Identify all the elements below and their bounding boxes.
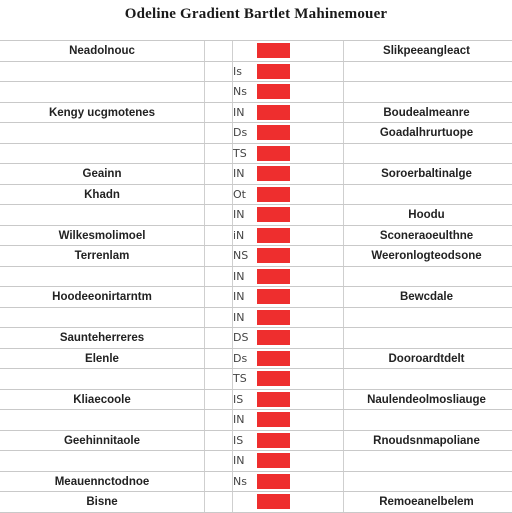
row-left-label: Geehinnitaole — [63, 434, 141, 447]
row-divider — [0, 266, 512, 267]
row-red-bar — [257, 125, 290, 140]
row-code: iN — [233, 228, 245, 242]
row-red-bar — [257, 187, 290, 202]
column-divider — [204, 40, 205, 512]
row-right-label: Dooroardtdelt — [388, 352, 465, 365]
row-divider — [0, 122, 512, 123]
row-divider — [0, 348, 512, 349]
row-right-label: Slikpeeangleact — [383, 45, 470, 57]
row-code: NS — [233, 249, 249, 262]
row-code: IS — [233, 392, 244, 406]
row-code: DS — [233, 331, 249, 344]
row-code: IN — [233, 413, 245, 426]
row-red-bar — [257, 433, 290, 448]
row-right-label: Goadalhrurtuope — [379, 127, 474, 139]
row-code: IN — [233, 167, 245, 180]
row-code: Ns — [233, 85, 247, 98]
row-divider — [0, 204, 512, 205]
row-right-label: Boudealmeanre — [383, 106, 470, 119]
row-divider — [0, 327, 512, 328]
row-code: Ns — [233, 474, 247, 488]
row-red-bar — [257, 289, 290, 304]
row-right-label: Sconeraoeulthne — [379, 229, 474, 242]
row-red-bar — [257, 310, 290, 325]
row-red-bar — [257, 43, 290, 58]
row-left-label: Bisne — [86, 496, 118, 508]
row-code: IN — [233, 269, 245, 283]
row-red-bar — [257, 453, 290, 468]
row-red-bar — [257, 64, 290, 79]
row-left-label: Wilkesmolimoel — [58, 229, 146, 242]
row-code: TS — [233, 146, 247, 160]
row-divider — [0, 225, 512, 226]
row-code: IN — [233, 208, 245, 221]
row-right-label: Weeronlogteodsone — [371, 250, 482, 262]
row-red-bar — [257, 330, 290, 345]
row-left-label: Saunteherreres — [59, 332, 145, 344]
row-left-label: Neadolnouc — [69, 45, 135, 57]
row-divider — [0, 286, 512, 287]
row-red-bar — [257, 228, 290, 243]
row-divider — [0, 368, 512, 369]
row-divider — [0, 81, 512, 82]
row-right-label: Soroerbaltinalge — [381, 168, 472, 180]
row-right-label: Naulendeolmosliauge — [367, 393, 486, 406]
row-left-label: Hoodeeonirtarntm — [52, 291, 152, 303]
row-red-bar — [257, 474, 290, 489]
row-left-label: Geainn — [82, 168, 122, 180]
row-right-label: Bewcdale — [399, 291, 454, 303]
row-code: IN — [233, 454, 245, 467]
row-left-label: Meauennctodnoe — [54, 475, 150, 488]
row-right-label: Hoodu — [408, 209, 445, 221]
row-divider — [0, 61, 512, 62]
row-code: Ds — [233, 126, 248, 139]
row-left-label: Elenle — [85, 352, 119, 365]
row-divider — [0, 143, 512, 144]
row-red-bar — [257, 392, 290, 407]
row-code: IN — [233, 290, 245, 303]
row-red-bar — [257, 494, 290, 509]
document-title: Odeline Gradient Bartlet Mahinemouer — [124, 6, 388, 22]
row-code: TS — [233, 372, 247, 385]
row-divider — [0, 184, 512, 185]
row-code: Ot — [233, 187, 246, 201]
row-left-label: Khadn — [84, 188, 120, 201]
data-table — [0, 40, 512, 512]
row-red-bar — [257, 269, 290, 284]
row-divider — [0, 40, 512, 41]
row-right-label: Remoeanelbelem — [379, 496, 474, 508]
row-red-bar — [257, 248, 290, 263]
row-divider — [0, 491, 512, 492]
row-divider — [0, 430, 512, 431]
row-red-bar — [257, 84, 290, 99]
row-left-label: Kliaecoole — [73, 393, 131, 406]
row-divider — [0, 245, 512, 246]
row-divider — [0, 450, 512, 451]
row-divider — [0, 307, 512, 308]
row-right-label: Rnoudsnmapoliane — [373, 434, 480, 447]
row-left-label: Terrenlam — [74, 250, 130, 262]
row-red-bar — [257, 412, 290, 427]
row-red-bar — [257, 105, 290, 120]
row-divider — [0, 409, 512, 410]
row-divider — [0, 471, 512, 472]
row-divider — [0, 389, 512, 390]
row-code: IN — [233, 310, 245, 324]
row-code: IN — [233, 105, 245, 119]
row-red-bar — [257, 166, 290, 181]
row-code: IS — [233, 433, 244, 447]
row-red-bar — [257, 207, 290, 222]
row-divider — [0, 102, 512, 103]
row-code: Ds — [233, 351, 248, 365]
row-red-bar — [257, 371, 290, 386]
row-left-label: Kengy ucgmotenes — [48, 106, 156, 119]
row-divider — [0, 163, 512, 164]
row-red-bar — [257, 351, 290, 366]
row-red-bar — [257, 146, 290, 161]
row-code: Is — [233, 64, 242, 78]
